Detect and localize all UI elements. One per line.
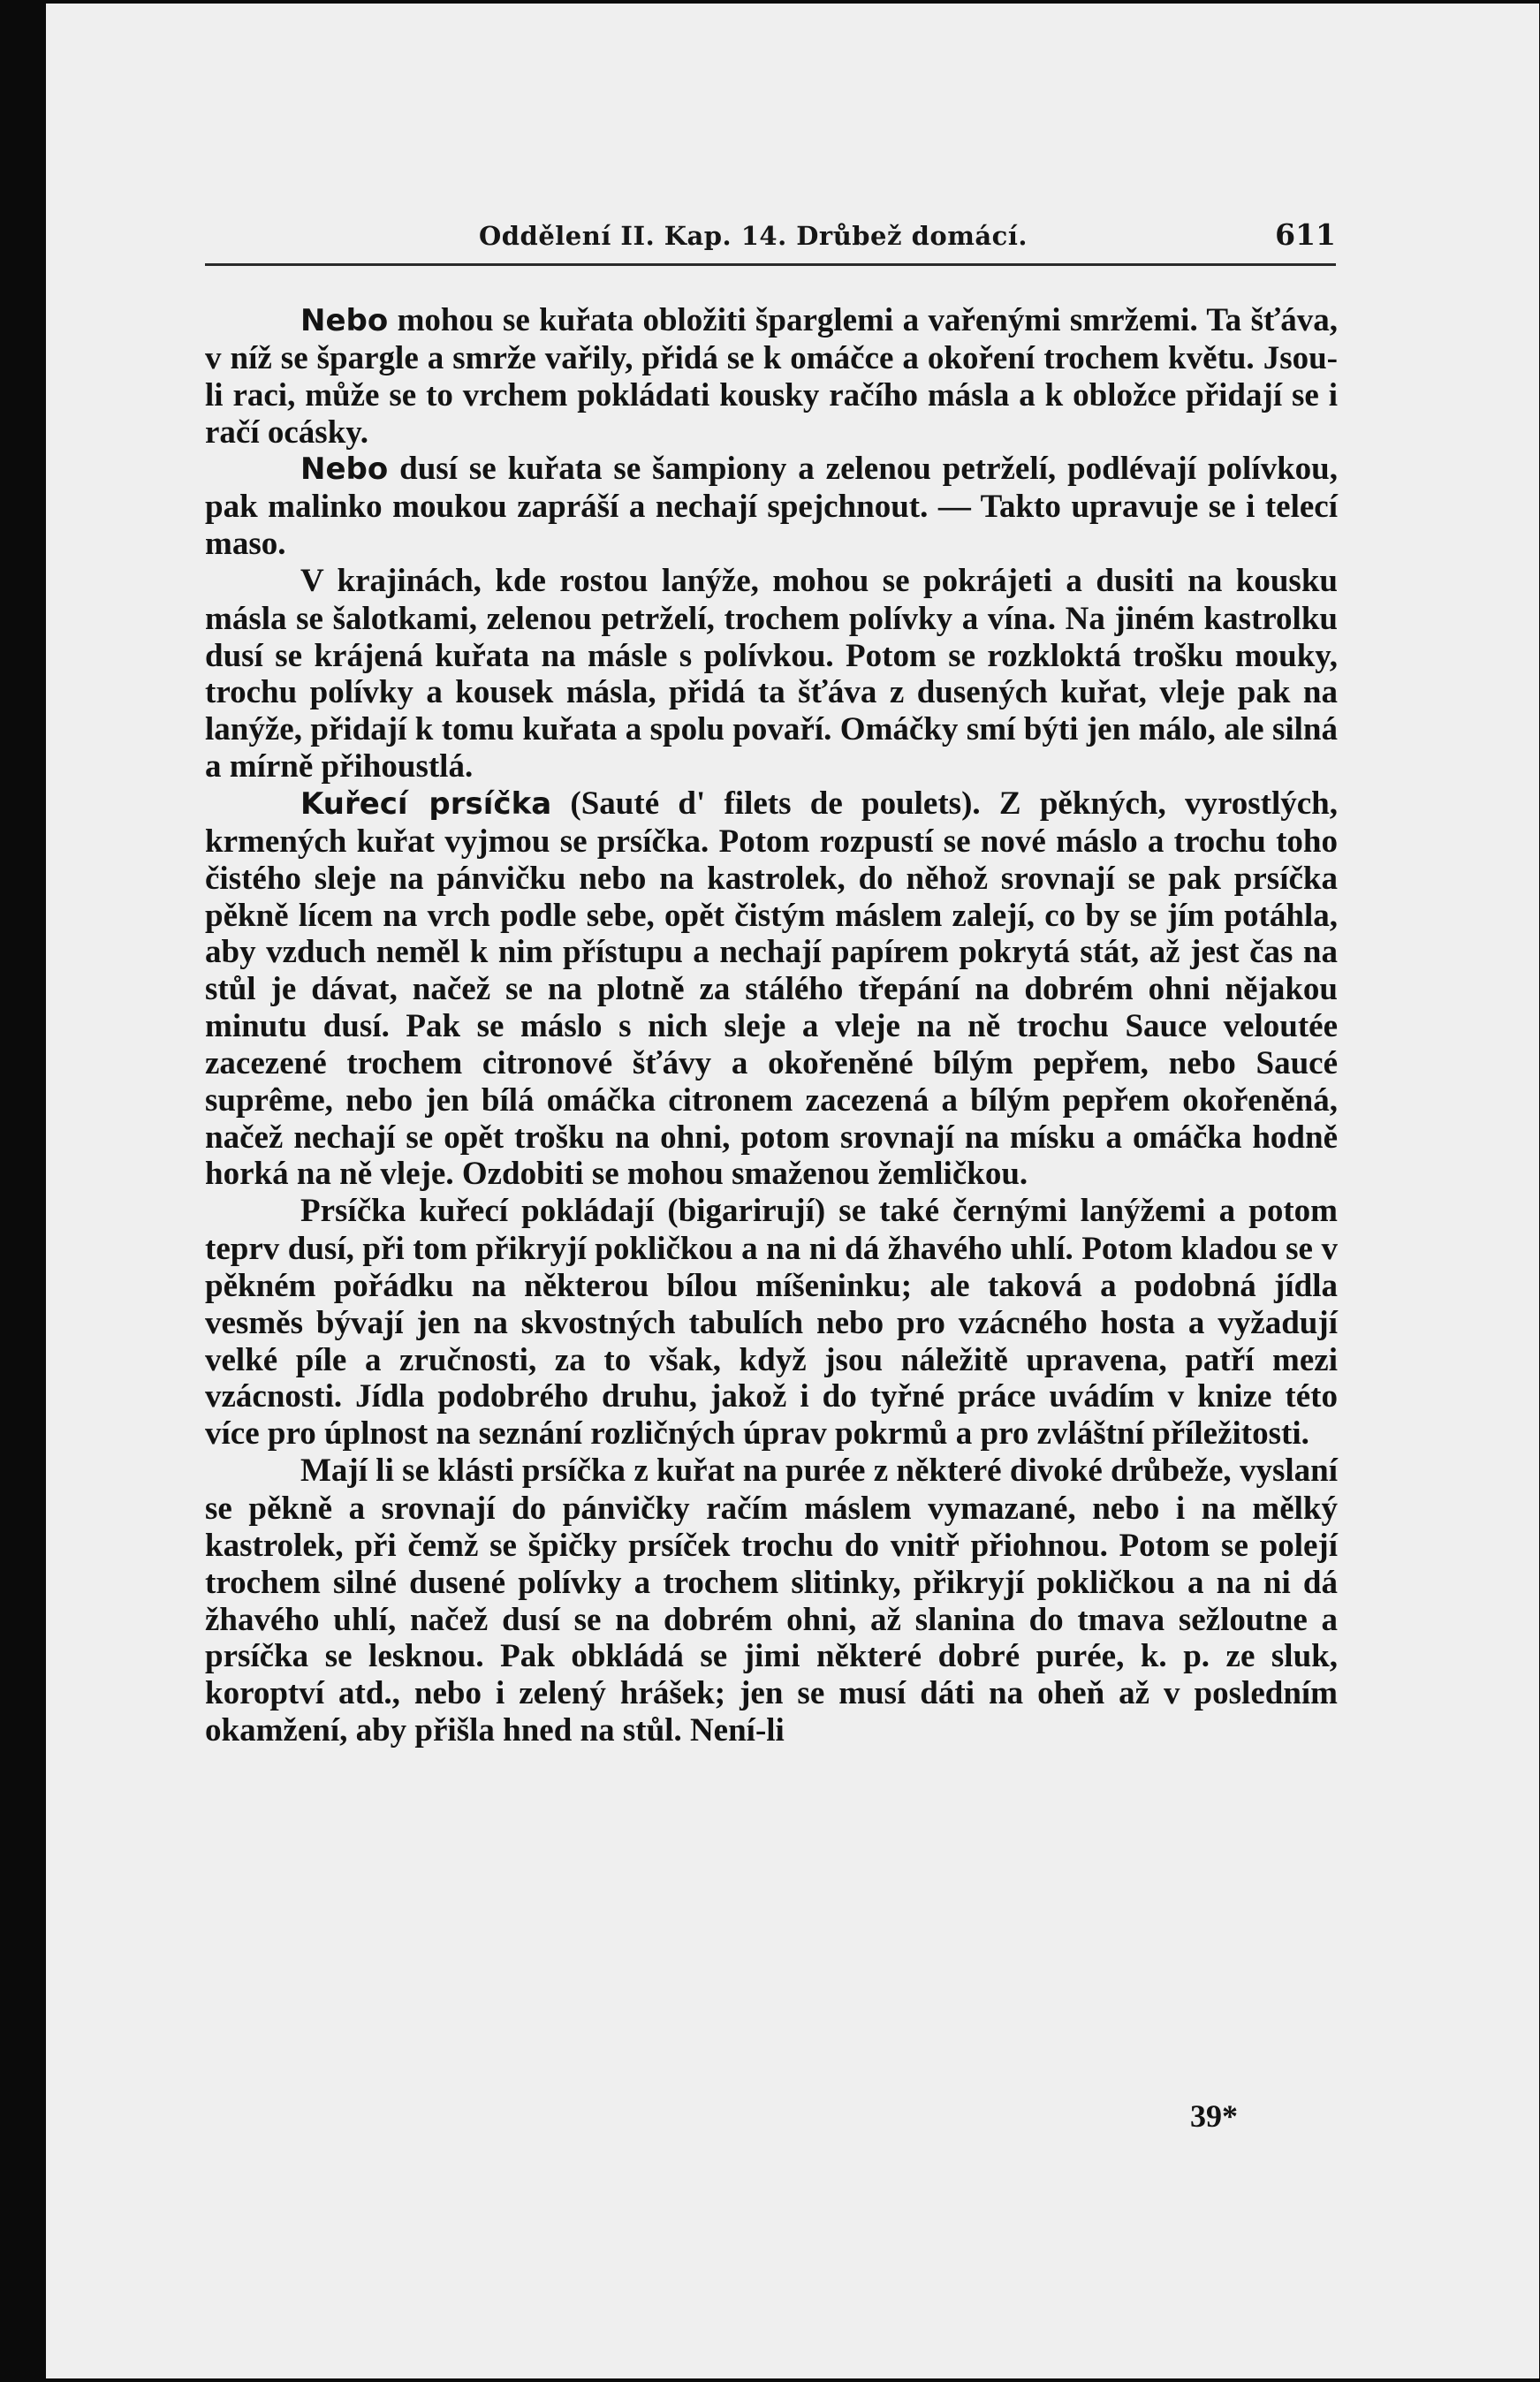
paragraph: [205, 1453, 1338, 1749]
paragraph-text: (Sauté d' filets de poulets). Z pěkných, vyrostlých, krmených kuřat vyjmou se prsíčka. Potom rozpustí se nové máslo a trochu toho čistého sleje na pánvičku nebo na kastrolek, do něhož srovnají se pak prsíčka pěkně lícem na vrch podle sebe, opět čistým máslem zalejí, co by se jím potáhla, aby vzduch neměl k nim přístupu a nechají papírem pokrytá stát, až jest čas na stůl je dávat, načež se na plotně za stálého třepání na dobrém ohni nějakou minutu dusí. Pak se máslo s nich sleje a vleje na ně trochu Sauce veloutée zacezené trochem citronové šťávy a okořeněné bílým pepřem, nebo Saucé suprême, nebo jen bílá omáčka citronem zacezená a bílým pepřem okořeněná, načež nechají se opět trošku na ohni, potom srovnají na mísku a omáčka hodně horká na ně vleje. Ozdobiti se mohou smaženou žemličkou.: [205, 785, 1338, 1193]
paragraph-text: Mají li se klásti prsíčka z kuřat na purée z některé divoké drůbeže, vyslaní se pěkně a srovnají do pánvičky račím máslem vymazané, nebo i na mělký kastrolek, při čemž se špičky prsíček trochu do vnitř přiohnou. Potom se polejí trochem silné dusené polívky a trochem slitinky, přikryjí pokličkou a na ni dá žhavého uhlí, načež dusí se na dobrém ohni, až slanina do tmava sežloutne a prsíčka se lesknou. Pak obkládá se jimi některé dobré purée, k. p. ze sluk, koroptví atd., nebo i zelený hrášek; jen se musí dáti na oheň až v posledním okamžení, aby přišla hned na stůl. Není-li: [205, 1453, 1338, 1749]
paragraph: [205, 563, 1338, 785]
running-head: Oddělení II. Kap. 14. Drůbež domácí.: [479, 221, 1028, 251]
paragraph: [205, 785, 1338, 1193]
paragraph-text: mohou se kuřata obložiti šparglemi a vařenými smržemi. Ta šťáva, v níž se špargle a smrže vařily, přidá se k omáčce a okoření trochem květu. Jsou-li raci, může se to vrchem pokládati kousky račího másla a k obložce přidají se i račí ocásky.: [205, 302, 1338, 451]
paragraph: [205, 451, 1338, 563]
book-page: [46, 4, 1539, 2378]
paragraph-lead: Nebo: [300, 451, 389, 488]
page-header: [205, 214, 1336, 266]
paragraph-text: Prsíčka kuřecí pokládají (bigarirují) se také černými lanýžemi a potom teprv dusí, při tom přikryjí pokličkou a na ni dá žhavého uhlí. Potom kladou se v pěkném pořádku na některou bílou míšeninku; ale taková a podobná jídla vesměs bývají jen na skvostných tabulích nebo pro vzácného hosta a vyžadují velké píle a zručnosti, za to však, když jsou náležitě upravena, patří mezi vzácnosti. Jídla podobrého druhu, jakož i do tyřné práce uvádím v knize této více pro úplnost na seznání rozličných úprav pokrmů a pro zvláštní příležitosti.: [205, 1193, 1338, 1453]
paragraph-lead: Kuřecí prsíčka: [300, 785, 552, 822]
body-text: [205, 302, 1338, 1749]
paragraph: [205, 302, 1338, 451]
paragraph-lead: Nebo: [300, 303, 389, 338]
paragraph-text: dusí se kuřata se šampiony a zelenou petrželí, podlévají polívkou, pak malinko moukou zapráší a nechají spejchnout. — Takto upravuje se i telecí maso.: [205, 451, 1338, 563]
paragraph-text: V krajinách, kde rostou lanýže, mohou se pokrájeti a dusiti na kousku másla se šalotkami, zelenou petrželí, trochem polívky a vína. Na jiném kastrolku dusí se krájená kuřata na másle s polívkou. Potom se rozkloktá trošku mouky, trochu polívky a kousek másla, přidá ta šťáva z dusených kuřat, vleje pak na lanýže, přidají k tomu kuřata a spolu povaří. Omáčky smí býti jen málo, ale silná a mírně přihoustlá.: [205, 562, 1338, 785]
page-number: 611: [1275, 217, 1336, 252]
printer-signature: 39*: [1190, 2098, 1238, 2134]
paragraph: [205, 1193, 1338, 1453]
